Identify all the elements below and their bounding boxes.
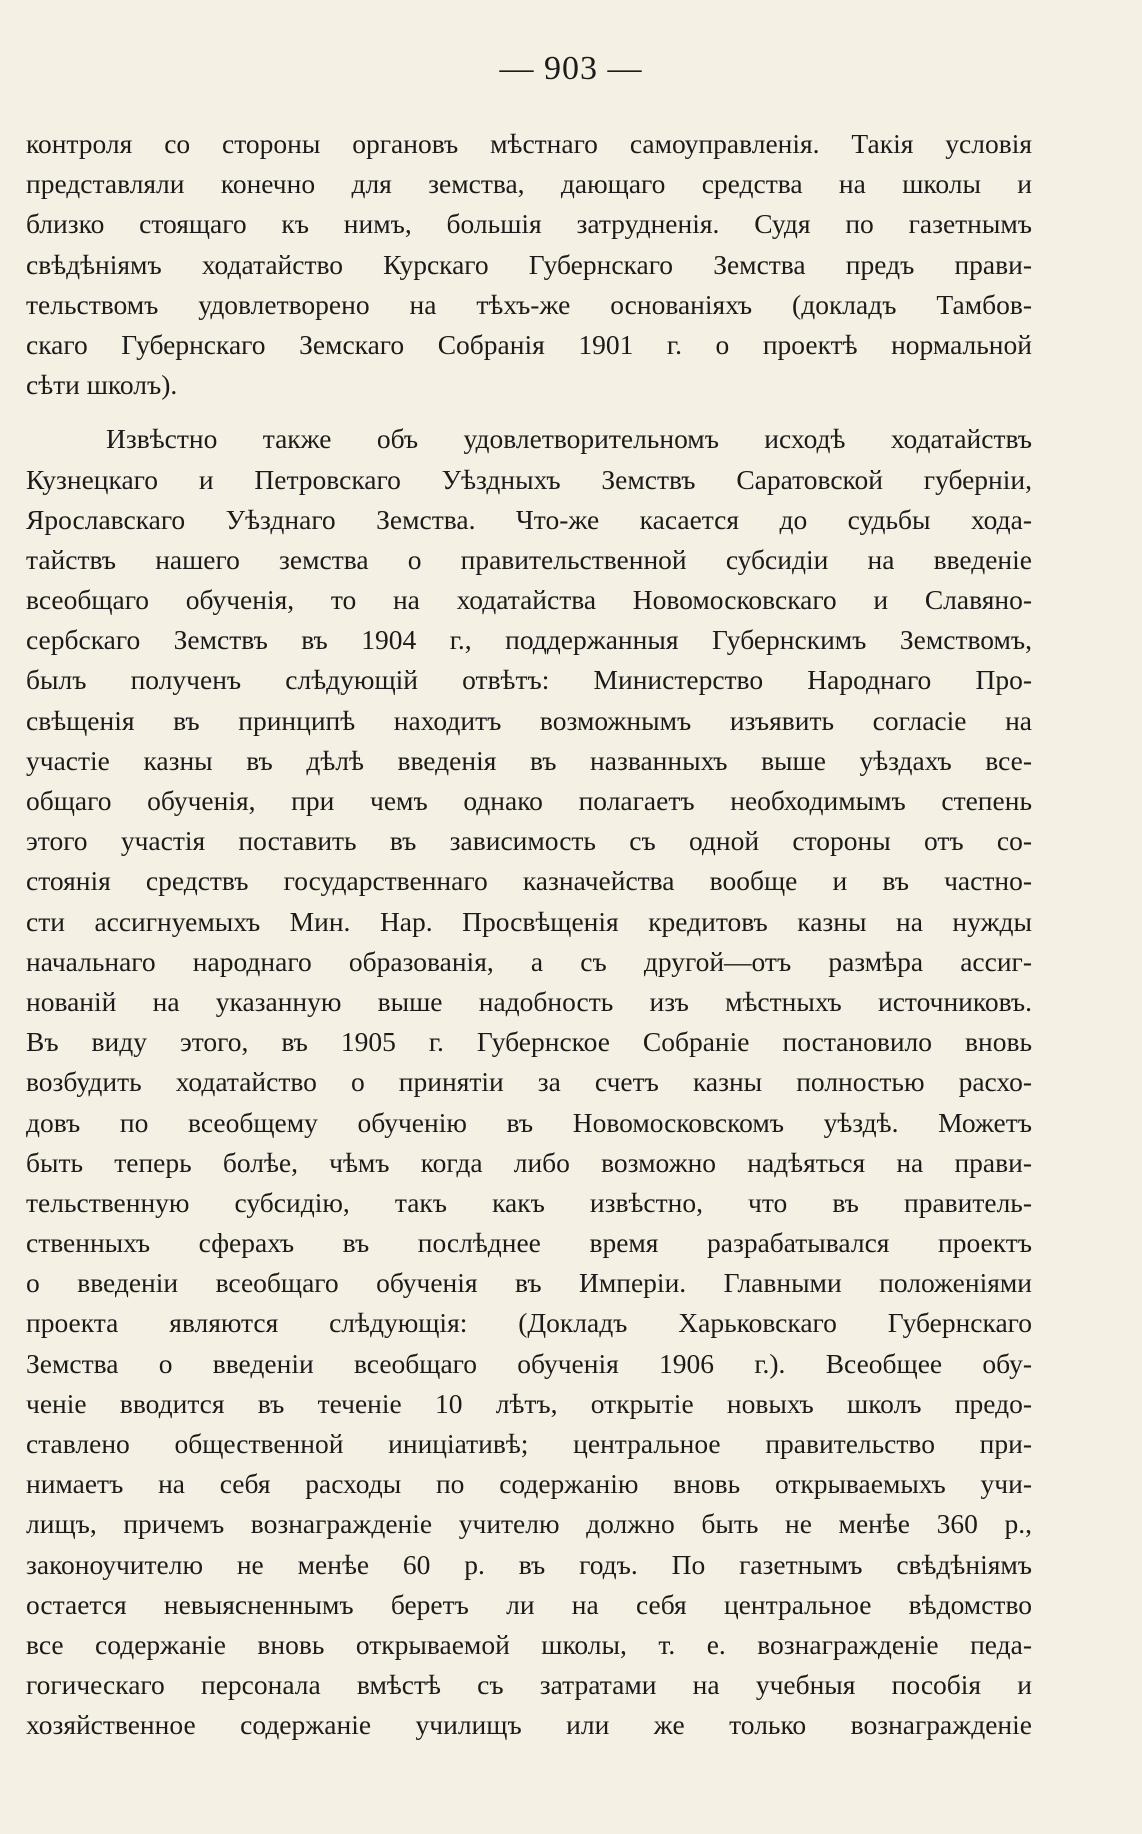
text-line: быть теперь болѣе, чѣмъ когда либо возможно надѣяться на прави-: [26, 1146, 1032, 1178]
text-line: все содержаніе вновь открываемой школы, т. е. вознагражденіе педа-: [26, 1628, 1032, 1660]
text-line: сти ассигнуемыхъ Мин. Нар. Просвѣщенія кредитовъ казны на нужды: [26, 905, 1032, 937]
text-line: Въ виду этого, въ 1905 г. Губернское Собраніе постановило вновь: [26, 1026, 1032, 1058]
text-line: всеобщаго обученія, то на ходатайства Новомосковскаго и Славяно-: [26, 584, 1032, 616]
text-line: общаго обученія, при чемъ однако полагаетъ необходимымъ степень: [26, 785, 1032, 816]
text-line: нимаетъ на себя расходы по содержанію вновь открываемыхъ учи-: [26, 1468, 1032, 1500]
text-line: ставлено общественной иниціативѣ; центральное правительство при-: [26, 1428, 1032, 1459]
text-line: стоянія средствъ государственнаго казначейства вообще и въ частно-: [26, 865, 1032, 897]
text-line: Ярославскаго Уѣзднаго Земства. Что-же касается до судьбы хода-: [26, 503, 1032, 535]
text-line: свѣдѣніямъ ходатайство Курскаго Губернскаго Земства предъ прави-: [26, 248, 1032, 280]
text-line: тайствъ нашего земства о правительственной субсидіи на введеніе: [26, 543, 1032, 575]
paragraph-gap: [26, 405, 1032, 419]
text-line: тельствомъ удовлетворено на тѣхъ-же основаніяхъ (докладъ Тамбов-: [26, 288, 1032, 320]
text-line: о введеніи всеобщаго обученія въ Имперіи. Главными положеніями: [26, 1267, 1032, 1299]
text-line: контроля со стороны органовъ мѣстнаго самоуправленія. Такія условія: [26, 128, 1032, 159]
text-line: проекта являются слѣдующія: (Докладъ Харьковскаго Губернскаго: [26, 1307, 1032, 1339]
text-line: остается невыясненнымъ беретъ ли на себя центральное вѣдомство: [26, 1588, 1032, 1620]
text-line: ченіе вводится въ теченіе 10 лѣтъ, открытіе новыхъ школъ предо-: [26, 1387, 1032, 1419]
text-line: начальнаго народнаго образованія, а съ другой—отъ размѣра ассиг-: [26, 945, 1032, 977]
text-line: Земства о введеніи всеобщаго обученія 1906 г.). Всеобщее обу-: [26, 1347, 1032, 1379]
text-line: этого участія поставить въ зависимость съ одной стороны отъ со-: [26, 825, 1032, 857]
page-body: [26, 124, 1032, 1746]
text-line: участіе казны въ дѣлѣ введенія въ названныхъ выше уѣздахъ все-: [26, 744, 1032, 776]
text-line: сербскаго Земствъ въ 1904 г., поддержанныя Губернскимъ Земствомъ,: [26, 624, 1032, 656]
text-line: скаго Губернскаго Земскаго Собранія 1901 г. о проектѣ нормальной: [26, 328, 1032, 360]
text-line: хозяйственное содержаніе училищъ или же только вознагражденіе: [26, 1709, 1032, 1741]
text-line: нованій на указанную выше надобность изъ мѣстныхъ источниковъ.: [26, 985, 1032, 1017]
text-line: гогическаго персонала вмѣстѣ съ затратами на учебныя пособія и: [26, 1669, 1032, 1701]
text-line: лищъ, причемъ вознагражденіе учителю должно быть не менѣе 360 р.,: [26, 1508, 1032, 1540]
paragraph-2: [26, 419, 1032, 1745]
text-line: тельственную субсидію, такъ какъ извѣстно, что въ правитель-: [26, 1186, 1032, 1218]
page-number: — 903 —: [499, 50, 643, 87]
text-line: былъ полученъ слѣдующій отвѣтъ: Министерство Народнаго Про-: [26, 664, 1032, 696]
text-line: близко стоящаго къ нимъ, большія затрудненія. Судя по газетнымъ: [26, 208, 1032, 240]
text-line: ственныхъ сферахъ въ послѣднее время разрабатывался проектъ: [26, 1227, 1032, 1259]
text-line: свѣщенія въ принципѣ находитъ возможнымъ изъявить согласіе на: [26, 704, 1032, 736]
text-line: законоучителю не менѣе 60 р. въ годъ. По газетнымъ свѣдѣніямъ: [26, 1548, 1032, 1580]
text-line: сѣти школъ).: [26, 369, 178, 401]
text-line: довъ по всеобщему обученію въ Новомосковскомъ уѣздѣ. Можетъ: [26, 1106, 1032, 1138]
text-line: Кузнецкаго и Петровскаго Уѣздныхъ Земствъ Саратовской губерніи,: [26, 463, 1032, 495]
text-line: представляли конечно для земства, дающаго средства на школы и: [26, 168, 1032, 200]
text-line: возбудить ходатайство о принятіи за счетъ казны полностью расхо-: [26, 1066, 1032, 1098]
text-line: Извѣстно также объ удовлетворительномъ исходѣ ходатайствъ: [106, 423, 1032, 455]
paragraph-1: [26, 124, 1032, 405]
